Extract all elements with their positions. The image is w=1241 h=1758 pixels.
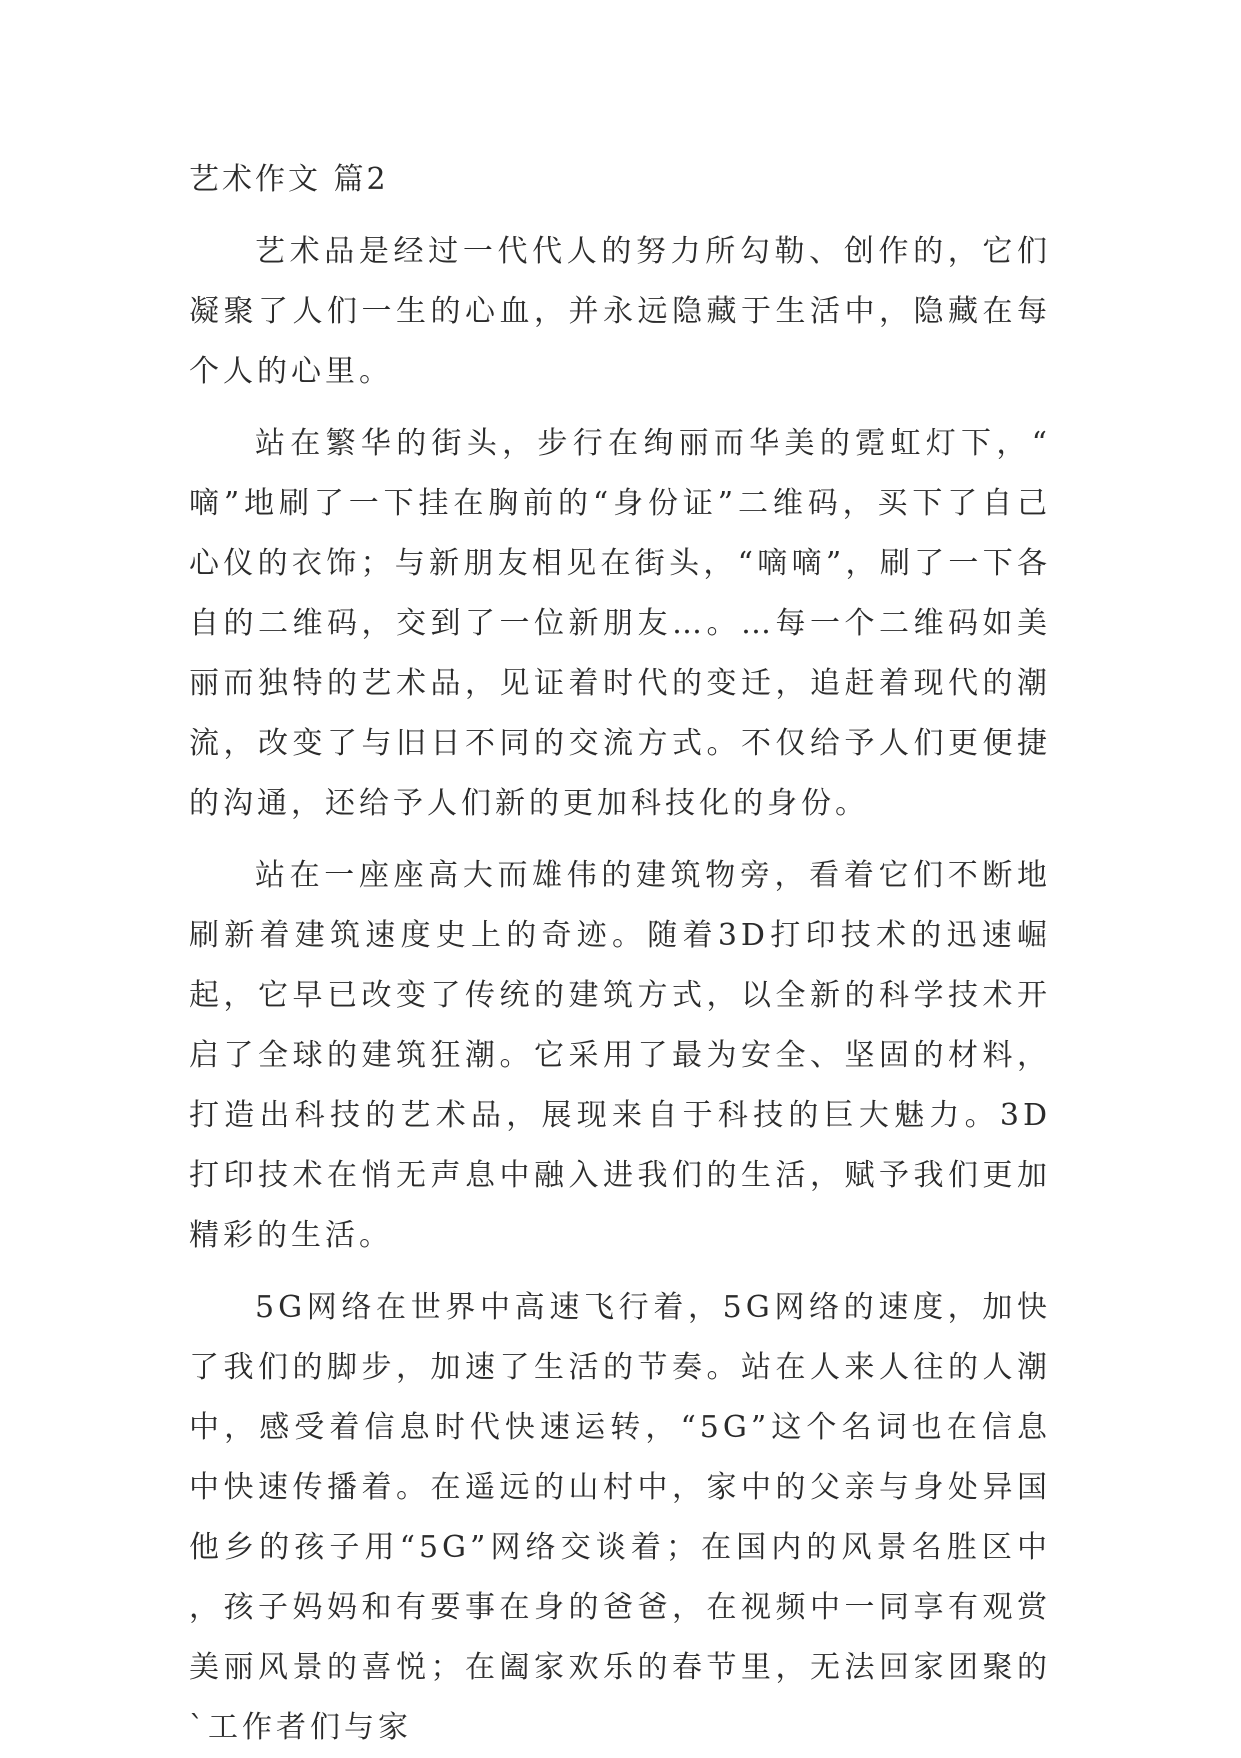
paragraph-3d-printing: 站在一座座高大而雄伟的建筑物旁，看着它们不断地刷新着建筑速度史上的奇迹。随着3D打印技术的迅速崛起，它早已改变了传统的建筑方式，以全新的科学技术开启了全球的建筑狂潮。它采用了最为安全、坚固的材料，打造出科技的艺术品，展现来自于科技的巨大魅力。3D打印技术在悄无声息中融入进我们的生活，赋予我们更加精彩的生活。	[189, 858, 1051, 1253]
paragraph-qr-code: 站在繁华的街头，步行在绚丽而华美的霓虹灯下，“嘀”地刷了一下挂在胸前的“身份证”二维码，买下了自己心仪的衣饰；与新朋友相见在街头，“嘀嘀”，刷了一下各自的二维码，交到了一位新朋友…。…每一个二维码如美丽而独特的艺术品，见证着时代的变迁，追赶着现代的潮流，改变了与旧日不同的交流方式。不仅给予人们更便捷的沟通，还给予人们新的更加科技化的身份。	[189, 426, 1051, 821]
paragraph-artwork-intro: 艺术品是经过一代代人的努力所勾勒、创作的，它们凝聚了人们一生的心血，并永远隐藏于生活中，隐藏在每个人的心里。	[189, 234, 1051, 389]
paragraph-5g-network: 5G网络在世界中高速飞行着，5G网络的速度，加快了我们的脚步，加速了生活的节奏。站在人来人往的人潮中，感受着信息时代快速运转，“5G”这个名词也在信息中快速传播着。在遥远的山村中，家中的父亲与身处异国他乡的孩子用“5G”网络交谈着；在国内的风景名胜区中，孩子妈妈和有要事在身的爸爸，在视频中一同享有观赏美丽风景的喜悦；在阖家欢乐的春节里，无法回家团聚的`工作者们与家	[189, 1290, 1051, 1745]
document-title: 艺术作文 篇2	[189, 162, 389, 197]
document-body	[189, 160, 1051, 1758]
